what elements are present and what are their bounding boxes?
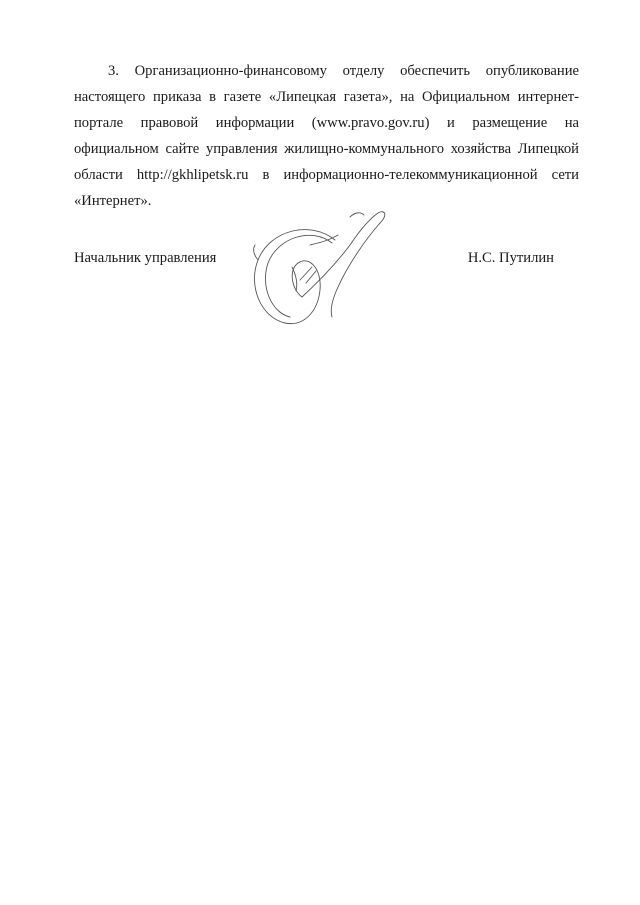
signatory-title: Начальник управления [74, 250, 217, 266]
signatory-name: Н.С. Путилин [467, 250, 554, 266]
paragraph-publication-order: 3. Организационно-финансовому отделу обеспечить опубликование настоящего приказа в газете «Липецкая газета», на Официальном интернет-портале правовой информации (www.pravo.gov.ru) и размещение на официальном сайте управления жилищно-коммунального хозяйства Липецкой области http://gkhlipetsk.ru в информационно-телекоммуникационной сети «Интернет». [74, 63, 579, 209]
handwritten-signature-icon [240, 205, 400, 330]
